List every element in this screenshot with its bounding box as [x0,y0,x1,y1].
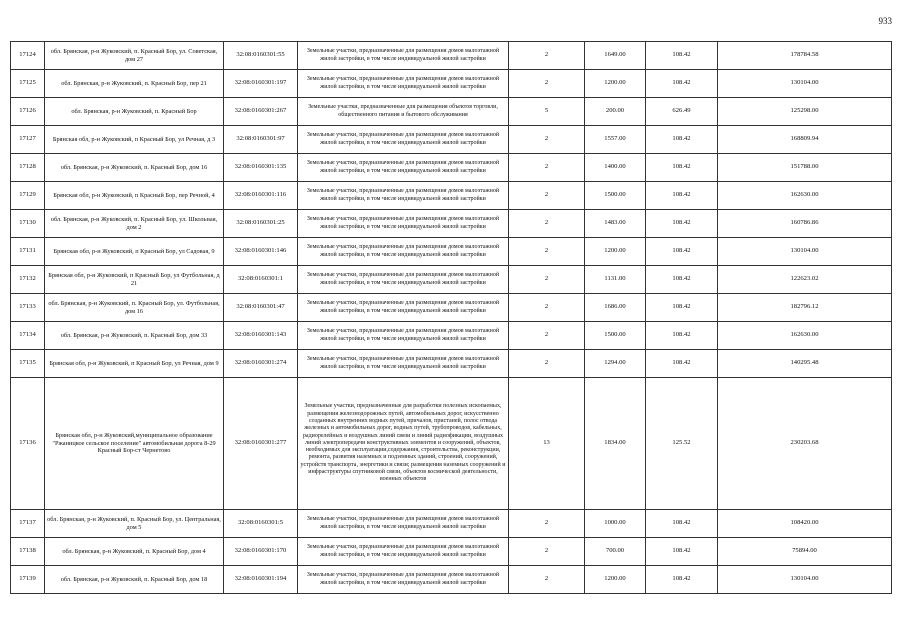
cadastral-value-cell: 230203.68 [718,378,892,510]
table-row [11,510,892,538]
row-id-cell: 17126 [11,98,45,126]
table-row [11,210,892,238]
area-cell: 1000.00 [585,510,646,538]
specific-value-cell: 108.42 [646,238,718,266]
land-use-cell: Земельные участки, предназначенные для размещения объектов торговли, общественного питания и бытового обслуживания [298,98,509,126]
use-group-cell: 2 [509,566,585,594]
row-id-cell: 17136 [11,378,45,510]
area-cell: 1200.00 [585,566,646,594]
address-cell: Брянская обл, р-н Жуковский, п Красный Бор, пер Речной, 4 [45,182,224,210]
cadastral-value-cell: 168809.94 [718,126,892,154]
row-id-cell: 17129 [11,182,45,210]
table-row [11,294,892,322]
row-id-cell: 17130 [11,210,45,238]
land-use-cell: Земельные участки, предназначенные для размещения домов малоэтажной жилой застройки, в том числе индивидуальной жилой застройки [298,126,509,154]
use-group-cell: 2 [509,322,585,350]
specific-value-cell: 108.42 [646,266,718,294]
specific-value-cell: 108.42 [646,294,718,322]
land-use-cell: Земельные участки, предназначенные для размещения домов малоэтажной жилой застройки, в том числе индивидуальной жилой застройки [298,210,509,238]
area-cell: 1500.00 [585,322,646,350]
cadastral-value-cell: 178784.58 [718,42,892,70]
cadastral-number-cell: 32:08:0160301:97 [224,126,298,154]
cadastral-number-cell: 32:08:0160301:47 [224,294,298,322]
cadastral-number-cell: 32:08:0160301:135 [224,154,298,182]
specific-value-cell: 108.42 [646,538,718,566]
cadastral-number-cell: 32:08:0160301:267 [224,98,298,126]
address-cell: обл. Брянская, р-н Жуковский, п. Красный Бор, дом 16 [45,154,224,182]
specific-value-cell: 108.42 [646,182,718,210]
specific-value-cell: 108.42 [646,126,718,154]
row-id-cell: 17139 [11,566,45,594]
cadastral-value-cell: 162630.00 [718,182,892,210]
area-cell: 1500.00 [585,182,646,210]
use-group-cell: 2 [509,350,585,378]
address-cell: Брянская обл, р-н Жуковский, п Красный Бор, ул Речная, дом 9 [45,350,224,378]
use-group-cell: 2 [509,538,585,566]
land-use-cell: Земельные участки, предназначенные для размещения домов малоэтажной жилой застройки, в том числе индивидуальной жилой застройки [298,350,509,378]
table-row [11,238,892,266]
cadastral-value-cell: 130104.00 [718,238,892,266]
cadastral-number-cell: 32:08:0160301:5 [224,510,298,538]
use-group-cell: 2 [509,126,585,154]
row-id-cell: 17137 [11,510,45,538]
area-cell: 1200.00 [585,70,646,98]
cadastral-number-cell: 32:08:0160301:170 [224,538,298,566]
land-use-cell: Земельные участки, предназначенные для размещения домов малоэтажной жилой застройки, в том числе индивидуальной жилой застройки [298,42,509,70]
use-group-cell: 2 [509,294,585,322]
table-row [11,566,892,594]
row-id-cell: 17134 [11,322,45,350]
cadastral-number-cell: 32:08:0160301:1 [224,266,298,294]
use-group-cell: 2 [509,238,585,266]
table-row [11,266,892,294]
land-use-cell: Земельные участки, предназначенные для размещения домов малоэтажной жилой застройки, в том числе индивидуальной жилой застройки [298,154,509,182]
row-id-cell: 17133 [11,294,45,322]
table-row [11,182,892,210]
use-group-cell: 5 [509,98,585,126]
cadastral-number-cell: 32:08:0160301:116 [224,182,298,210]
area-cell: 700.00 [585,538,646,566]
specific-value-cell: 626.49 [646,98,718,126]
use-group-cell: 2 [509,510,585,538]
cadastral-value-cell: 75894.00 [718,538,892,566]
table-row [11,322,892,350]
address-cell: обл. Брянская, р-н Жуковский, п. Красный Бор, ул. Советская, дом 27 [45,42,224,70]
table-row [11,378,892,510]
cadastral-value-cell: 162630.00 [718,322,892,350]
area-cell: 1200.00 [585,238,646,266]
land-use-cell: Земельные участки, предназначенные для размещения домов малоэтажной жилой застройки, в том числе индивидуальной жилой застройки [298,322,509,350]
specific-value-cell: 108.42 [646,566,718,594]
row-id-cell: 17125 [11,70,45,98]
address-cell: обл. Брянская, р-н Жуковский, п. Красный Бор, дом 4 [45,538,224,566]
land-use-cell: Земельные участки, предназначенные для размещения домов малоэтажной жилой застройки, в том числе индивидуальной жилой застройки [298,294,509,322]
address-cell: Брянская обл, р-н Жуковский, п Красный Бор, ул Футбольная, д 21 [45,266,224,294]
specific-value-cell: 108.42 [646,70,718,98]
area-cell: 1294.00 [585,350,646,378]
table-row [11,126,892,154]
table-row [11,98,892,126]
address-cell: Брянская обл, р-н Жуковский, п Красный Бор, ул Речная, д 3 [45,126,224,154]
land-use-cell: Земельные участки, предназначенные для размещения домов малоэтажной жилой застройки, в том числе индивидуальной жилой застройки [298,566,509,594]
row-id-cell: 17124 [11,42,45,70]
row-id-cell: 17132 [11,266,45,294]
use-group-cell: 13 [509,378,585,510]
specific-value-cell: 108.42 [646,322,718,350]
cadastral-value-cell: 140295.48 [718,350,892,378]
cadastral-value-table [10,41,892,594]
land-use-cell: Земельные участки, предназначенные для размещения домов малоэтажной жилой застройки, в том числе индивидуальной жилой застройки [298,182,509,210]
specific-value-cell: 108.42 [646,350,718,378]
address-cell: Брянская обл, р-н Жуковский,муниципальное образование "Ржаницкое сельское поселение" автомобильная дорога 8-29 Красный Бор-ст Чернетово [45,378,224,510]
specific-value-cell: 108.42 [646,210,718,238]
row-id-cell: 17128 [11,154,45,182]
address-cell: обл. Брянская, р-н Жуковский, п. Красный Бор, дом 33 [45,322,224,350]
table-row [11,70,892,98]
cadastral-value-cell: 182796.12 [718,294,892,322]
address-cell: Брянская обл, р-н Жуковский, п Красный Бор, ул Садовая, 9 [45,238,224,266]
use-group-cell: 2 [509,266,585,294]
land-use-cell: Земельные участки, предназначенные для разработки полезных ископаемых, размещения железнодорожных путей, автомобильных дорог, искусственно созданных внутренних водных путей, причалов, пристаней, полос отвода железных и автомобильных дорог, водных путей, трубопроводов, кабельных, радиорелейных и воздушных линий связи и линий радиофикации, воздушных линий электропередачи конструктивных элементов и сооружений, объектов, необходимых для эксплуатации,содержания, строительства, реконструкции, ремонта, развития наземных и подземных зданий, строений, сооружений, устройств транспорта, энергетики и связи; размещения наземных сооружений и инфраструктуры спутниковой связи, объектов космической деятельности, военных объектов [298,378,509,510]
land-use-cell: Земельные участки, предназначенные для размещения домов малоэтажной жилой застройки, в том числе индивидуальной жилой застройки [298,266,509,294]
land-use-cell: Земельные участки, предназначенные для размещения домов малоэтажной жилой застройки, в том числе индивидуальной жилой застройки [298,510,509,538]
area-cell: 1557.00 [585,126,646,154]
row-id-cell: 17138 [11,538,45,566]
cadastral-number-cell: 32:08:0160301:25 [224,210,298,238]
address-cell: обл. Брянская, р-н Жуковский, п. Красный Бор, дом 18 [45,566,224,594]
cadastral-value-cell: 151788.00 [718,154,892,182]
land-use-cell: Земельные участки, предназначенные для размещения домов малоэтажной жилой застройки, в том числе индивидуальной жилой застройки [298,238,509,266]
cadastral-number-cell: 32:08:0160301:146 [224,238,298,266]
use-group-cell: 2 [509,70,585,98]
table-row [11,350,892,378]
cadastral-number-cell: 32:08:0160301:143 [224,322,298,350]
row-id-cell: 17131 [11,238,45,266]
address-cell: обл. Брянская, р-н Жуковский, п. Красный Бор, ул. Центральная, дом 5 [45,510,224,538]
table-row [11,538,892,566]
area-cell: 1834.00 [585,378,646,510]
land-use-cell: Земельные участки, предназначенные для размещения домов малоэтажной жилой застройки, в том числе индивидуальной жилой застройки [298,70,509,98]
cadastral-number-cell: 32:08:0160301:194 [224,566,298,594]
area-cell: 1400.00 [585,154,646,182]
land-use-cell: Земельные участки, предназначенные для размещения домов малоэтажной жилой застройки, в том числе индивидуальной жилой застройки [298,538,509,566]
table-row [11,154,892,182]
use-group-cell: 2 [509,210,585,238]
specific-value-cell: 108.42 [646,510,718,538]
area-cell: 1131.00 [585,266,646,294]
address-cell: обл. Брянская, р-н Жуковский, п. Красный Бор, пер 21 [45,70,224,98]
cadastral-value-cell: 122623.02 [718,266,892,294]
use-group-cell: 2 [509,42,585,70]
address-cell: обл. Брянская, р-н Жуковский, п. Красный Бор [45,98,224,126]
cadastral-number-cell: 32:08:0160301:274 [224,350,298,378]
area-cell: 200.00 [585,98,646,126]
row-id-cell: 17127 [11,126,45,154]
area-cell: 1649.00 [585,42,646,70]
row-id-cell: 17135 [11,350,45,378]
cadastral-number-cell: 32:08:0160301:197 [224,70,298,98]
cadastral-number-cell: 32:08:0160301:277 [224,378,298,510]
cadastral-value-cell: 125298.00 [718,98,892,126]
address-cell: обл. Брянская, р-н Жуковский, п. Красный Бор, ул. Футбольная, дом 16 [45,294,224,322]
table-body [11,42,892,594]
cadastral-value-cell: 108420.00 [718,510,892,538]
cadastral-value-cell: 130104.00 [718,566,892,594]
area-cell: 1686.00 [585,294,646,322]
specific-value-cell: 108.42 [646,42,718,70]
area-cell: 1483.00 [585,210,646,238]
cadastral-value-cell: 130104.00 [718,70,892,98]
page-number: 933 [878,16,892,26]
use-group-cell: 2 [509,182,585,210]
use-group-cell: 2 [509,154,585,182]
specific-value-cell: 125.52 [646,378,718,510]
cadastral-value-cell: 160786.86 [718,210,892,238]
specific-value-cell: 108.42 [646,154,718,182]
cadastral-number-cell: 32:08:0160301:55 [224,42,298,70]
address-cell: обл. Брянская, р-н Жуковский, п. Красный Бор, ул. Школьная, дом 2 [45,210,224,238]
table-row [11,42,892,70]
